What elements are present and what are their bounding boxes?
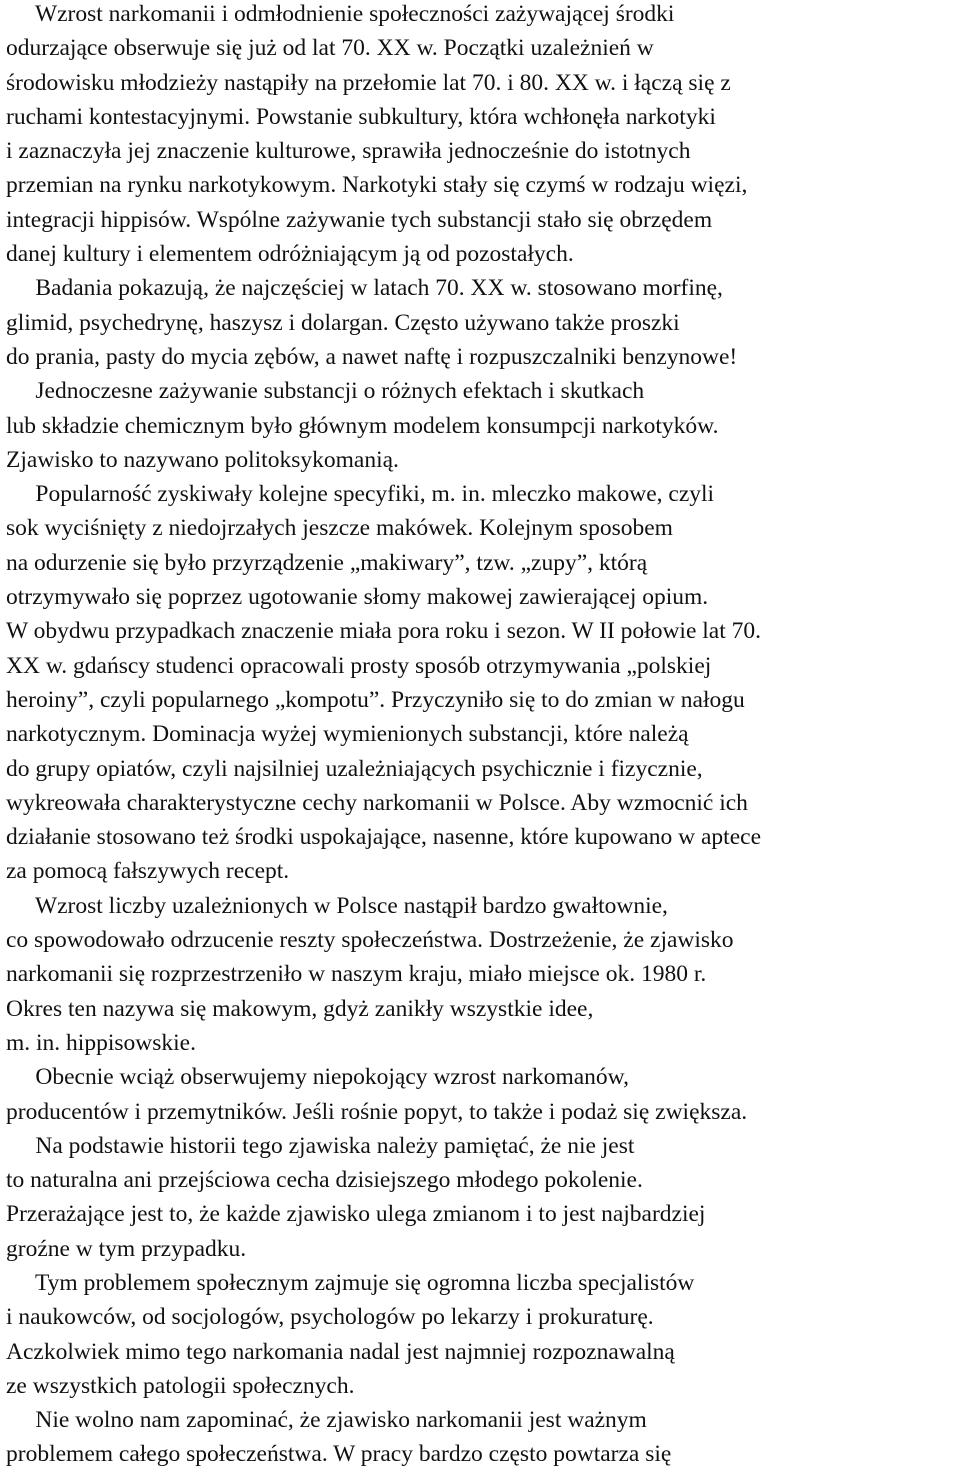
- text-line: Popularność zyskiwały kolejne specyfiki, m. in. mleczko makowe, czyli: [6, 481, 715, 508]
- text-line: narkomanii się rozprzestrzeniło w naszym kraju, miało miejsce ok. 1980 r.: [6, 961, 707, 988]
- text-line: lub składzie chemicznym było głównym modelem konsumpcji narkotyków.: [6, 412, 719, 439]
- text-line: działanie stosowano też środki uspokajające, nasenne, które kupowano w aptece: [6, 824, 761, 851]
- text-line: glimid, psychedrynę, haszysz i dolargan. Często używano także proszki: [6, 309, 680, 336]
- text-line: Wzrost liczby uzależnionych w Polsce nastąpił bardzo gwałtownie,: [6, 892, 668, 919]
- text-line: do grupy opiatów, czyli najsilniej uzależniających psychicznie i fizycznie,: [6, 755, 703, 782]
- text-line: integracji hippisów. Wspólne zażywanie tych substancji stało się obrzędem: [6, 206, 713, 233]
- text-line: środowisku młodzieży nastąpiły na przełomie lat 70. i 80. XX w. i łączą się z: [6, 69, 731, 96]
- text-line: Wzrost narkomanii i odmłodnienie społeczności zażywającej środki: [6, 1, 675, 27]
- text-line: Badania pokazują, że najczęściej w latach 70. XX w. stosowano morfinę,: [6, 275, 723, 302]
- text-line: Tym problemem społecznym zajmuje się ogromna liczba specjalistów: [6, 1269, 695, 1296]
- text-line: Nie wolno nam zapominać, że zjawisko narkomanii jest ważnym: [6, 1407, 647, 1434]
- text-line: przemian na rynku narkotykowym. Narkotyki stały się czymś w rodzaju więzi,: [6, 172, 748, 199]
- text-line: Zjawisko to nazywano politoksykomanią.: [6, 446, 399, 473]
- text-line: producentów i przemytników. Jeśli rośnie popyt, to także i podaż się zwiększa.: [6, 1098, 748, 1125]
- text-line: otrzymywało się poprzez ugotowanie słomy makowej zawierającej opium.: [6, 584, 709, 611]
- text-line: Na podstawie historii tego zjawiska należy pamiętać, że nie jest: [6, 1132, 635, 1159]
- text-line: ze wszystkich patologii społecznych.: [6, 1372, 355, 1399]
- text-line: za pomocą fałszywych recept.: [6, 858, 290, 885]
- text-line: odurzające obserwuje się już od lat 70. XX w. Początki uzależnień w: [6, 35, 654, 62]
- text-line: na odurzenie się było przyrządzenie „makiwary”, tzw. „zupy”, którą: [6, 549, 648, 576]
- text-line: do prania, pasty do mycia zębów, a nawet naftę i rozpuszczalniki benzynowe!: [6, 343, 738, 370]
- text-line: narkotycznym. Dominacja wyżej wymienionych substancji, które należą: [6, 721, 689, 748]
- text-line: Obecnie wciąż obserwujemy niepokojący wzrost narkomanów,: [6, 1064, 629, 1091]
- text-line: Przerażające jest to, że każde zjawisko ulega zmianom i to jest najbardziej: [6, 1201, 706, 1228]
- text-line: sok wyciśnięty z niedojrzałych jeszcze makówek. Kolejnym sposobem: [6, 515, 673, 542]
- text-line: to naturalna ani przejściowa cecha dzisiejszego młodego pokolenie.: [6, 1167, 643, 1194]
- text-line: ruchami kontestacyjnymi. Powstanie subkultury, która wchłonęła narkotyki: [6, 103, 716, 130]
- text-line: heroiny”, czyli popularnego „kompotu”. Przyczyniło się to do zmian w nałogu: [6, 686, 745, 713]
- text-line: i naukowców, od socjologów, psychologów po lekarzy i prokuraturę.: [6, 1304, 654, 1331]
- text-line: wykreowała charakterystyczne cechy narkomanii w Polsce. Aby wzmocnić ich: [6, 789, 748, 816]
- text-line: danej kultury i elementem odróżniającym ją od pozostałych.: [6, 241, 574, 268]
- text-line: Okres ten nazywa się makowym, gdyż zanikły wszystkie idee,: [6, 995, 594, 1022]
- text-line: W obydwu przypadkach znaczenie miała pora roku i sezon. W II połowie lat 70.: [6, 618, 762, 645]
- text-line: Jednoczesne zażywanie substancji o różnych efektach i skutkach: [6, 378, 645, 405]
- text-line: co spowodowało odrzucenie reszty społeczeństwa. Dostrzeżenie, że zjawisko: [6, 927, 734, 954]
- text-line: problemem całego społeczeństwa. W pracy bardzo często powtarza się: [6, 1441, 672, 1468]
- text-line: Aczkolwiek mimo tego narkomania nadal jest najmniej rozpoznawalną: [6, 1338, 675, 1365]
- text-line: groźne w tym przypadku.: [6, 1235, 247, 1262]
- text-line: i zaznaczyła jej znaczenie kulturowe, sprawiła jednocześnie do istotnych: [6, 138, 691, 165]
- text-line: XX w. gdańscy studenci opracowali prosty sposób otrzymywania „polskiej: [6, 652, 712, 679]
- text-line: m. in. hippisowskie.: [6, 1029, 196, 1056]
